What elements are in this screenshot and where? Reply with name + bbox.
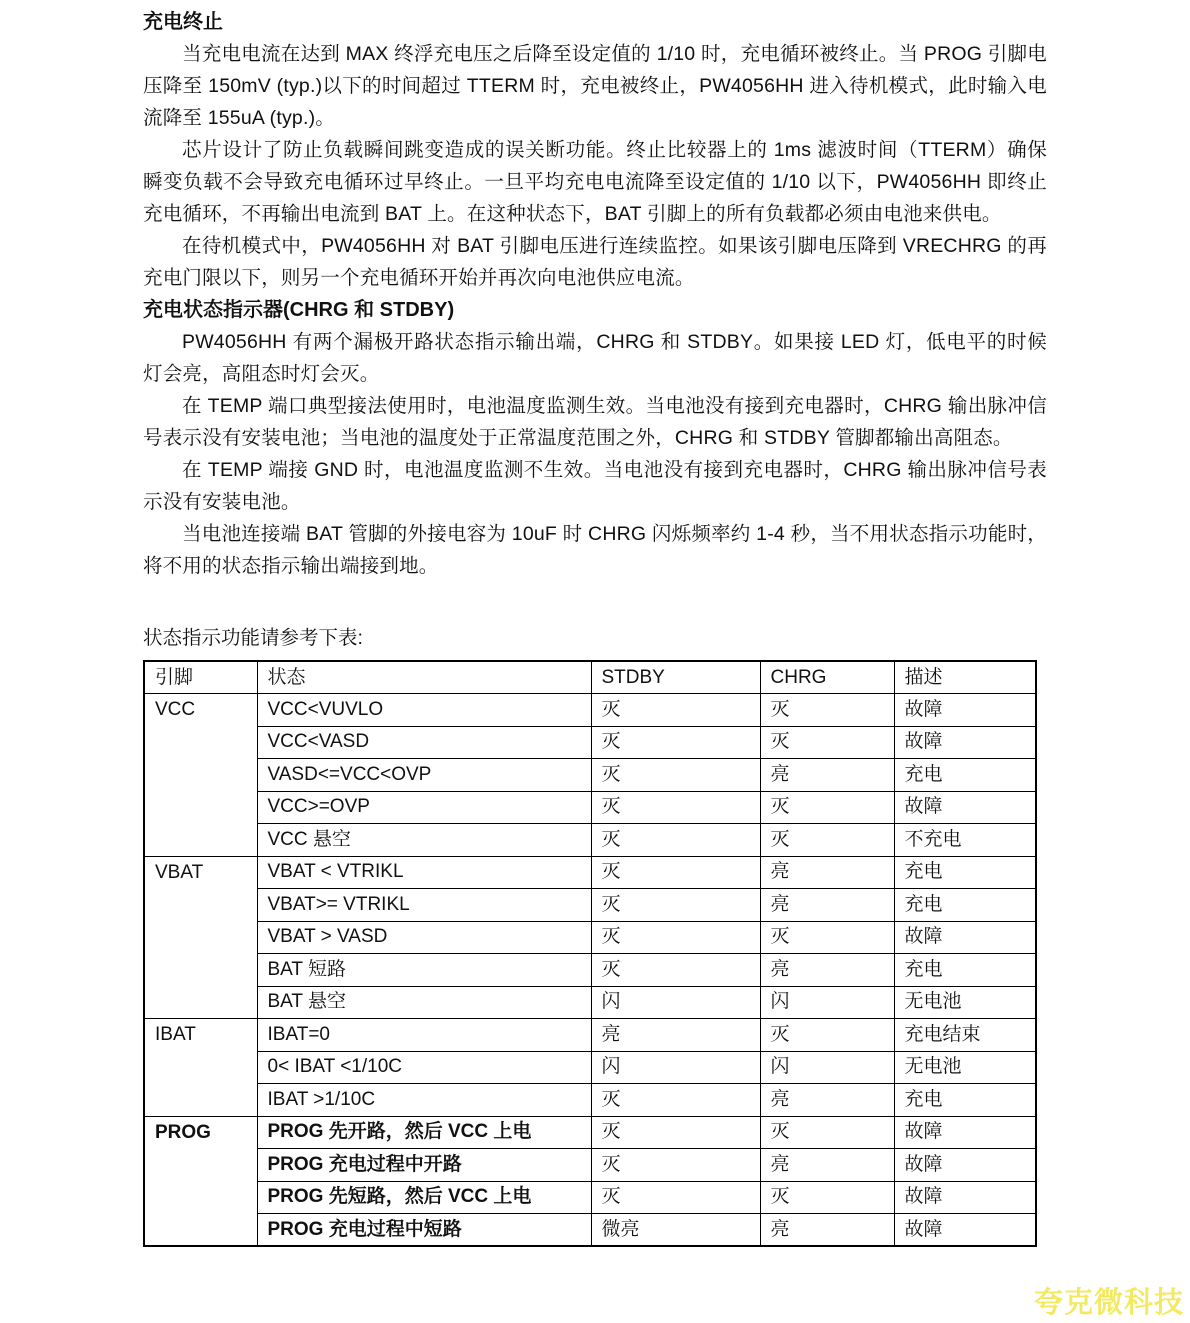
desc-cell: 故障	[894, 694, 1036, 727]
stdby-cell: 闪	[591, 1051, 760, 1084]
watermark: 夸克微科技	[1033, 1287, 1184, 1319]
table-row	[144, 1019, 1036, 1052]
table-row	[144, 889, 1036, 922]
chrg-cell: 灭	[760, 726, 894, 759]
paragraph-termination-3: 在待机模式中，PW4056HH 对 BAT 引脚电压进行连续监控。如果该引脚电压降到 VRECHRG 的再充电门限以下，则另一个充电循环开始并再次向电池供应电流。	[143, 235, 1047, 289]
stdby-cell: 亮	[591, 1019, 760, 1052]
chrg-cell: 亮	[760, 759, 894, 792]
column-header-state: 状态	[257, 661, 591, 694]
state-cell: 0< IBAT <1/10C	[257, 1051, 591, 1084]
table-row	[144, 856, 1036, 889]
desc-cell: 充电	[894, 1084, 1036, 1117]
table-row	[144, 1181, 1036, 1214]
section-heading-status-indicator: 充电状态指示器(CHRG 和 STDBY)	[143, 299, 455, 321]
table-row	[144, 986, 1036, 1019]
state-cell: VBAT < VTRIKL	[257, 856, 591, 889]
paragraph-termination-2: 芯片设计了防止负载瞬间跳变造成的误关断功能。终止比较器上的 1ms 滤波时间（TTERM）确保瞬变负载不会导致充电循环过早终止。一旦平均充电电流降至设定值的 1/10 以下，PW4056HH 即终止充电循环，不再输出电流到 BAT 上。在这种状态下，BAT 引脚上的所有负载都必须由电池来供电。	[143, 139, 1047, 225]
desc-cell: 故障	[894, 921, 1036, 954]
table-row	[144, 726, 1036, 759]
paragraph-termination-1: 当充电电流在达到 MAX 终浮充电压之后降至设定值的 1/10 时，充电循环被终止。当 PROG 引脚电压降至 150mV (typ.)以下的时间超过 TTERM 时，充电被终止，PW4056HH 进入待机模式，此时输入电流降至 155uA (typ.)。	[143, 43, 1047, 129]
paragraph-indicator-3: 在 TEMP 端接 GND 时，电池温度监测不生效。当电池没有接到充电器时，CHRG 输出脉冲信号表示没有安装电池。	[143, 459, 1047, 513]
status-indicator-table	[143, 660, 1037, 1247]
paragraph-indicator-2: 在 TEMP 端口典型接法使用时，电池温度监测生效。当电池没有接到充电器时，CHRG 输出脉冲信号表示没有安装电池；当电池的温度处于正常温度范围之外，CHRG 和 STDBY 管脚都输出高阻态。	[143, 395, 1047, 449]
paragraph-indicator-4: 当电池连接端 BAT 管脚的外接电容为 10uF 时 CHRG 闪烁频率约 1-4 秒，当不用状态指示功能时，将不用的状态指示输出端接到地。	[143, 523, 1047, 577]
chrg-cell: 亮	[760, 856, 894, 889]
stdby-cell: 灭	[591, 824, 760, 857]
state-cell: VCC<VUVLO	[257, 694, 591, 727]
stdby-cell: 灭	[591, 694, 760, 727]
desc-cell: 故障	[894, 1116, 1036, 1149]
column-header-chrg: CHRG	[760, 661, 894, 694]
table-row	[144, 1051, 1036, 1084]
stdby-cell: 闪	[591, 986, 760, 1019]
table-row	[144, 1214, 1036, 1247]
stdby-cell: 灭	[591, 889, 760, 922]
chrg-cell: 闪	[760, 986, 894, 1019]
state-cell: VBAT > VASD	[257, 921, 591, 954]
chrg-cell: 灭	[760, 824, 894, 857]
state-cell: PROG 先短路，然后 VCC 上电	[257, 1181, 591, 1214]
table-row	[144, 1149, 1036, 1182]
column-header-pin: 引脚	[144, 661, 257, 694]
desc-cell: 充电	[894, 954, 1036, 987]
state-cell: VASD<=VCC<OVP	[257, 759, 591, 792]
desc-cell: 无电池	[894, 1051, 1036, 1084]
section-heading-charge-termination: 充电终止	[143, 11, 223, 33]
state-cell: VBAT>= VTRIKL	[257, 889, 591, 922]
chrg-cell: 灭	[760, 791, 894, 824]
chrg-cell: 亮	[760, 1214, 894, 1247]
chrg-cell: 亮	[760, 954, 894, 987]
desc-cell: 故障	[894, 1181, 1036, 1214]
stdby-cell: 灭	[591, 856, 760, 889]
desc-cell: 故障	[894, 726, 1036, 759]
chrg-cell: 灭	[760, 694, 894, 727]
desc-cell: 充电结束	[894, 1019, 1036, 1052]
desc-cell: 故障	[894, 791, 1036, 824]
stdby-cell: 灭	[591, 1116, 760, 1149]
column-header-stdby: STDBY	[591, 661, 760, 694]
chrg-cell: 亮	[760, 889, 894, 922]
chrg-cell: 亮	[760, 1149, 894, 1182]
desc-cell: 充电	[894, 856, 1036, 889]
table-row	[144, 1084, 1036, 1117]
stdby-cell: 微亮	[591, 1214, 760, 1247]
chrg-cell: 亮	[760, 1084, 894, 1117]
table-row	[144, 791, 1036, 824]
desc-cell: 充电	[894, 889, 1036, 922]
chrg-cell: 闪	[760, 1051, 894, 1084]
stdby-cell: 灭	[591, 954, 760, 987]
desc-cell: 充电	[894, 759, 1036, 792]
chrg-cell: 灭	[760, 1019, 894, 1052]
state-cell: IBAT=0	[257, 1019, 591, 1052]
table-row	[144, 694, 1036, 727]
desc-cell: 不充电	[894, 824, 1036, 857]
table-row	[144, 824, 1036, 857]
state-cell: IBAT >1/10C	[257, 1084, 591, 1117]
table-row	[144, 954, 1036, 987]
chrg-cell: 灭	[760, 1116, 894, 1149]
stdby-cell: 灭	[591, 726, 760, 759]
table-row	[144, 1116, 1036, 1149]
table-row	[144, 921, 1036, 954]
chrg-cell: 灭	[760, 1181, 894, 1214]
stdby-cell: 灭	[591, 1181, 760, 1214]
stdby-cell: 灭	[591, 791, 760, 824]
stdby-cell: 灭	[591, 1084, 760, 1117]
table-intro-text: 状态指示功能请参考下表:	[143, 627, 363, 649]
table-row	[144, 759, 1036, 792]
desc-cell: 故障	[894, 1149, 1036, 1182]
state-cell: BAT 短路	[257, 954, 591, 987]
table-header-row	[144, 661, 1036, 694]
state-cell: BAT 悬空	[257, 986, 591, 1019]
state-cell: PROG 充电过程中开路	[257, 1149, 591, 1182]
state-cell: PROG 先开路，然后 VCC 上电	[257, 1116, 591, 1149]
pin-cell-vbat: VBAT	[144, 856, 257, 1019]
stdby-cell: 灭	[591, 759, 760, 792]
desc-cell: 故障	[894, 1214, 1036, 1247]
pin-cell-vcc: VCC	[144, 694, 257, 857]
desc-cell: 无电池	[894, 986, 1036, 1019]
state-cell: PROG 充电过程中短路	[257, 1214, 591, 1247]
state-cell: VCC 悬空	[257, 824, 591, 857]
paragraph-indicator-1: PW4056HH 有两个漏极开路状态指示输出端，CHRG 和 STDBY。如果接 LED 灯，低电平的时候灯会亮，高阻态时灯会灭。	[143, 331, 1047, 385]
stdby-cell: 灭	[591, 1149, 760, 1182]
state-cell: VCC>=OVP	[257, 791, 591, 824]
pin-cell-ibat: IBAT	[144, 1019, 257, 1117]
stdby-cell: 灭	[591, 921, 760, 954]
chrg-cell: 灭	[760, 921, 894, 954]
state-cell: VCC<VASD	[257, 726, 591, 759]
pin-cell-prog: PROG	[144, 1116, 257, 1246]
column-header-desc: 描述	[894, 661, 1036, 694]
